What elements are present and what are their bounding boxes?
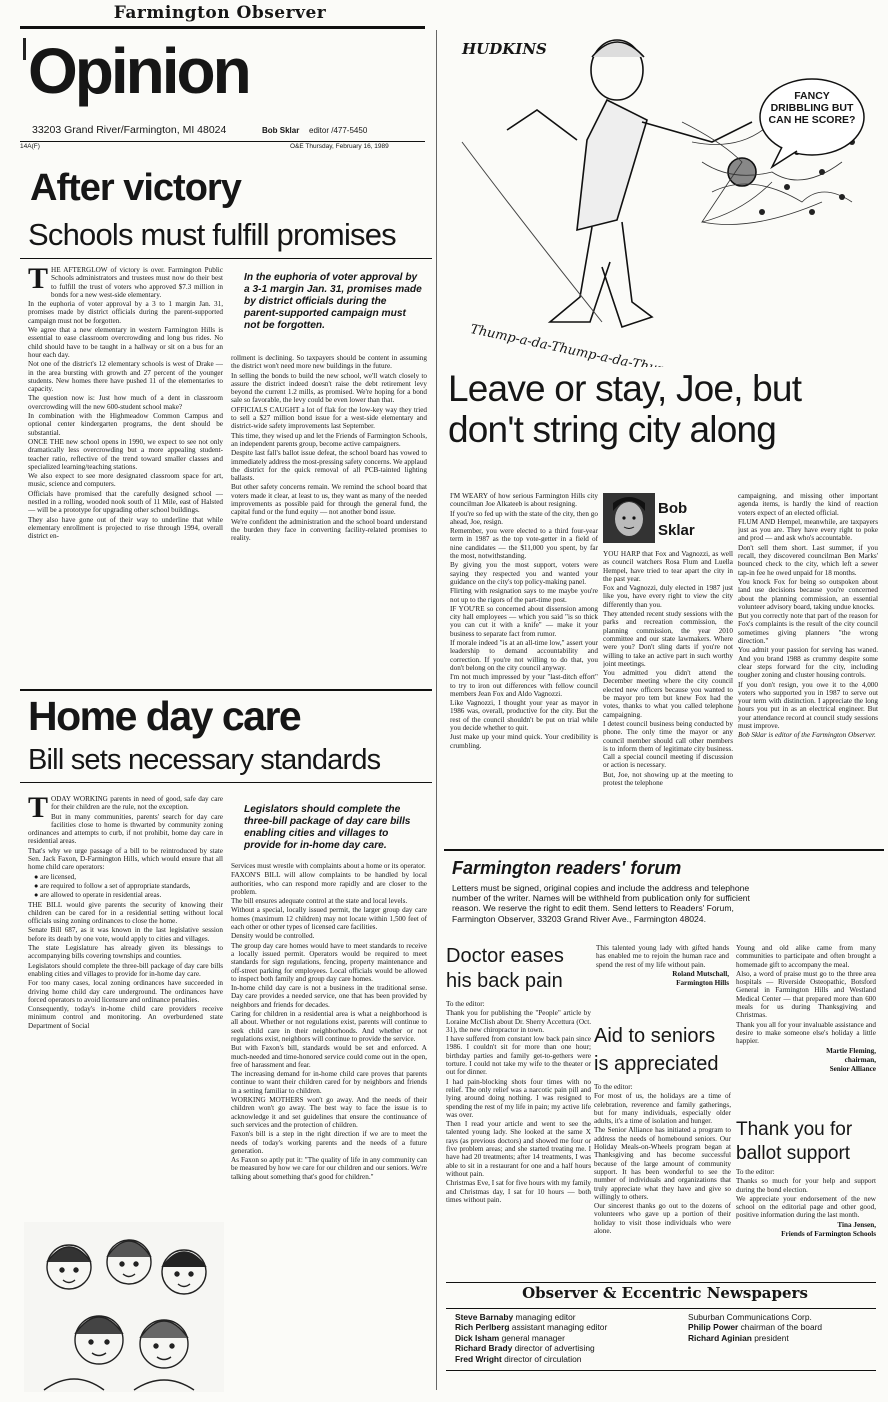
nameplate: Farmington Observer (113, 3, 327, 23)
letter3-body (736, 1168, 876, 1268)
staff-row: Philip Power chairman of the board (688, 1322, 823, 1333)
letter2-headline: Aid to seniors is appreciated (594, 1025, 719, 1075)
editorial2-rule-top (20, 689, 432, 691)
salutation: To the editor: (594, 1083, 633, 1091)
paragraph: I detest council business being conducted by phone. The only time the mayor or any council member should call other members is to inform them of legitimate city business. Call a special council meeting if discussion or action is necessary. (603, 719, 733, 770)
masthead-rule-bottom (20, 141, 425, 142)
paragraph: You admit your passion for serving has waned. And you brand 1988 as crummy despite some clear steps forward for the city, including tougher zoning and cluster housing controls. (738, 646, 878, 680)
paragraph: Also, a word of praise must go to the three area hospitals — Riverside Osteopathic, Botsford General in Farmington Hills and Westland Medical Center — that prepared more than 600 meals for us during Thanksgiving and Christmas. (736, 969, 876, 1020)
staff-row: Richard Brady director of advertising (455, 1343, 595, 1354)
dropcap-para: THE AFTERGLOW of victory is over. Farmington Public Schools administrators and trustees must now do their best to fulfill the trust of voters who approved $7.3 million in bonds for a new west-side elementary. (28, 266, 223, 299)
letter3-signer-org: Friends of Farmington Schools (781, 1230, 876, 1239)
folio: O&E Thursday, February 16, 1989 (290, 143, 389, 150)
paragraph: Consequently, today's in-home child care providers receive minimum control and monitoring. An overburdened state Department of Social (28, 1005, 223, 1030)
paragraph: Remember, you were elected to a third four-year term in 1987 as the top vote-getter in a field of nine candidates — the $11,000 you spent, by far the most, notwithstanding. (450, 527, 598, 561)
masthead-editor-role: editor /477-5450 (309, 126, 368, 135)
editorial1-headline: After victory (30, 167, 241, 209)
paragraph: If morale indeed "is at an all-time low," assert your leadership to demand accountability and correction. If you're not willing to do that, you don't belong on the city council anyway. (450, 639, 598, 672)
paragraph: The state Legislature has already given its blessings to accompanying bills covering townships and counties. (28, 944, 223, 961)
letter2-body (594, 1083, 731, 1263)
paragraph: The Senior Alliance has initiated a program to address the needs of homebound seniors. Our Holiday Meals-on-Wheels program began at Thanksgiving and has become successful because of the large amount of community support. It has been wonderful to see the number of individuals and organizations that truly appreciate what they have and give so willingly to others. (594, 1126, 731, 1201)
paragraph: The question now is: Just how much of a dent in classroom overcrowding will the new 600-student school make? (28, 394, 223, 411)
paragraph: Density would be controlled. (231, 932, 315, 941)
column-headline: Leave or stay, Joe, but don't string city along (448, 368, 802, 450)
paragraph: Caring for children in a residential area is what a neighborhood is all about. Whether or not regulations exist, parents will continue to seek child care in their neighborhoods. And whether or not regulations exist, neighbors will continue to provide the service. (231, 1010, 427, 1043)
section-marker (23, 38, 31, 60)
paragraph: Our sincerest thanks go out to the dozens of volunteers who gave up a portion of their holiday to visit those individuals who were alone. (594, 1202, 731, 1236)
paragraph: But in many communities, parents' search for day care facilities close to home is thwarted by community zoning ordinances and attempts to curb, if not prohibit, home day care in residential areas. (28, 812, 223, 846)
paragraph: OFFICIALS CAUGHT a lot of flak for the low-key way they tried to sell a $27 million bond issue for a west-side elementary and district-wide safety improvements last September. (231, 405, 427, 431)
paragraph: Services must wrestle with complaints about a home or its operator. (231, 862, 426, 870)
dropcap: T (28, 266, 49, 295)
paragraph: We're confident the administration and the school board understand the burden they face in converting facility-related promises to reality. (231, 517, 427, 543)
editorial2-headline: Home day care (28, 693, 301, 739)
paragraph: Flirting with resignation says to me maybe you're not up to the rigors of the part-time post. (450, 587, 598, 604)
paragraph: In combination with the Highmeadow Common Campus and optional center kindergarten programs, the dent should be substantial. (28, 412, 223, 437)
paragraph: Like Vagnozzi, I thought your year as mayor in 1986 was, overall, productive for the city. But the rest of the council shouldn't be put on trial while you decide whether to quit. (450, 699, 598, 733)
masthead-editor: Bob Sklar (262, 126, 300, 135)
paragraph: In-home child day care is not a business in the traditional sense. Day care provides a needed service, one that has been provided by neighbors and friends for decades. (231, 984, 427, 1009)
staff-nameplate: Observer & Eccentric Newspapers (522, 1284, 808, 1302)
editorial1-col1 (28, 266, 223, 684)
salutation: To the editor: (736, 1168, 775, 1176)
paragraph: The increasing demand for in-home child care proves that parents continue to want their children cared for by neighbors and friends in a setting familiar to children. (231, 1070, 427, 1095)
page-number: 14A(F) (20, 143, 40, 150)
editorial2-subhead: Bill sets necessary standards (28, 744, 381, 776)
letter2-signer-title: chairman, (844, 1055, 876, 1064)
columnist-photo (603, 493, 655, 543)
staff-row: Rich Perlberg assistant managing editor (455, 1322, 608, 1333)
paragraph: In the euphoria of voter approval by a 3 to 1 margin Jan. 31, promises made by district officials during the parent-supported campaign must not be forgotten. (28, 300, 223, 325)
paragraph: We also expect to see more designated classroom space for art, music, science and computers. (28, 472, 223, 489)
paragraph: Officials have promised that the carefully designed school — nestled in a rolling, wooded nook south of 11 Mile, east of Halsted — will be a prototype for upgrading other school buildings. (28, 489, 223, 515)
editorial-cartoon (442, 22, 882, 367)
cartoonist-signature: HUDKINS (462, 40, 547, 58)
paragraph: If you don't resign, you owe it to the 4,000 voters who supported you in 1987 to serve out your term with distinction. I appreciate the long hours you put in as an electrical engineer. But your attendance record at council study sessions must improve. (738, 680, 878, 731)
editorial2-rule (20, 782, 432, 783)
paragraph: campaigning, and missing other important agenda items, is hardly the kind of reaction voters expect of an elected official. (738, 492, 878, 517)
letter2-signer-org: Senior Alliance (829, 1065, 876, 1074)
columnist-last-name: Sklar (658, 522, 695, 539)
paragraph: FAXON'S BILL will allow complaints to be handled by local authorities, who can respond more rapidly and are closer to the problem. (231, 871, 427, 896)
editorial2-col1 (28, 795, 223, 1215)
masthead-address: 33203 Grand River/Farmington, MI 48024 (32, 124, 227, 136)
paragraph: If you're so fed up with the state of the city, then go ahead, Joe, resign. (450, 509, 598, 526)
staff-row: Fred Wright director of circulation (455, 1353, 582, 1364)
paragraph: The group day care homes would have to meet standards to receive a locally issued permit. Operators would be required to meet standards for sign regulations, fencing, property maintenance and off-street parking for employees. Local officials would be allowed to inspect both family and group day care homes. (231, 941, 427, 983)
paragraph: IF YOU'RE so concerned about dissension among city hall employees — which you said "is so thick you can cut it with a knife" — make it your business to separate fact from rumor. (450, 604, 598, 638)
dropcap-para: TODAY WORKING parents in need of good, safe day care for their children are the rule, not the exception. (28, 795, 223, 824)
forum-rule-top (444, 849, 884, 851)
editorial1-subhead: Schools must fulfill promises (28, 217, 396, 252)
paragraph: Young and old alike came from many communities to participate and often brought a homemade gift to accompany the meal. (736, 944, 876, 969)
column-col3 (738, 492, 878, 842)
paragraph: But with Faxon's bill, standards would be set and enforced. A much-needed and time-honored service could come out in the open, free of harassment and fear. (231, 1044, 427, 1069)
bullet-item: ● are required to follow a set of appropriate standards, (34, 881, 191, 890)
paragraph: Just make up your mind quick. Your credibility is crumbling. (450, 733, 598, 750)
salutation: To the editor: (446, 1000, 485, 1008)
paragraph: For most of us, the holidays are a time of celebration, reverence and family gatherings, but for many individuals, especially older adults, it's a time of isolation and hunger. (594, 1092, 731, 1126)
staff-rule-bottom (446, 1370, 876, 1371)
forum-title: Farmington readers' forum (452, 858, 682, 878)
column-col2 (603, 550, 733, 842)
paragraph: Don't sell them short. Last summer, if you recall, they discovered councilman Ben Marks' bounced check to the city, which left a sewer tap-in fee he owed unpaid for 18 months. (738, 543, 878, 577)
paragraph: As Faxon so aptly put it: "The quality of life in any community can be measured by how we care for our children and our seniors. We're talking about something that's good for children." (231, 1156, 427, 1181)
editorial1-rule (20, 258, 432, 259)
paragraph: The bill ensures adequate control at the state and local levels. (231, 897, 408, 906)
paragraph: But, Joe, not showing up at the meeting to protest the telephone (603, 770, 733, 788)
paragraph: This talented young lady with gifted hands has enabled me to rejoin the human race and spend the rest of my life without pain. (596, 944, 729, 969)
paragraph: ONCE THE new school opens in 1990, we expect to see not only dramatically less overcrowding but a more appealing student-teacher ratio, reflective of the trend toward smaller classes and specialized learning/teaching stations. (28, 437, 223, 471)
letter1-signer: Roland Mutschall, (672, 969, 729, 978)
paragraph: Thank you all for your invaluable assistance and desire to make someone else's holiday a little happier. (736, 1020, 876, 1046)
page-column-divider (436, 30, 437, 1390)
paragraph: Faxon's bill is a step in the right direction if we are to meet the needs of today's working parents and the needs of a future generation. (231, 1130, 427, 1155)
paragraph: But you correctly note that part of the reason for Fox's complaints is the result of the city council sometimes giving planners "the wrong direction." (738, 612, 878, 646)
paragraph: I'm not much impressed by your "last-ditch effort" to try to iron out differences with fellow council members Jean Fox and Aldo Vagnozzi. (450, 673, 598, 698)
children-photo-illustration (24, 1222, 224, 1392)
staff-row: Steve Barnaby managing editor (455, 1312, 576, 1322)
paragraph: I'M WEARY of how serious Farmington Hills city councilman Joe Alkateeb is about resigning. (450, 492, 598, 509)
column-col1 (450, 492, 598, 842)
paragraph: For too many cases, local zoning ordinances have succeeded in driving home child day care underground. The ordinances have forced operators to avoid licensure and ordinance penalties. (28, 979, 223, 1004)
paragraph: Senate Bill 687, as it was known in the last legislative session before its death by one vote, would apply to cities and villages. (28, 926, 223, 943)
paragraph: We appreciate your endorsement of the new school on the editorial page and other good, positive information during the last month. (736, 1194, 876, 1220)
staff-rule-top (446, 1282, 876, 1283)
letter1-continued (596, 944, 729, 1006)
paragraph: Legislators should complete the three-bill package of day care bills enabling cities and villages to provide for in-home day care. (28, 961, 223, 978)
paragraph: They attended recent study sessions with the parks and recreation commission, the planning commission, the year 2010 committee and our state lawmakers. Where were you? Don't sling darts if you're not willing to take an active part in such worthy joint meetings. (603, 610, 733, 668)
editorial2-pull-quote: Legislators should complete the three-bill package of day care bills enabling cities and villages to provide for in-home day care. (244, 804, 411, 851)
columnist-first-name: Bob (658, 500, 688, 517)
letter1-signer-city: Farmington Hills (676, 979, 729, 988)
letter1-body (446, 1000, 591, 1262)
bullet-item: ● are licensed, (34, 872, 77, 881)
paragraph: rollment is declining. So taxpayers should be content in assuming the district won't need more new buildings in the future. (231, 354, 427, 371)
paragraph: I have suffered from constant low back pain since 1986. I couldn't sit for more than one hour; birthday parties and family get-to-gethers were torture. I could not take my wife to the theater or out for dinner. (446, 1035, 591, 1077)
paragraph: Not one of the district's 12 elementary schools is west of Drake — in the area bursting with growth and 27 percent of the younger students. New homes there have pushed 11 of the elementaries to capacity. (28, 360, 223, 394)
paragraph: Thanks so much for your help and support during the bond election. (736, 1177, 876, 1194)
editorial1-col2 (231, 354, 427, 684)
paragraph: WORKING MOTHERS won't go away. And the needs of their children won't go away. The best way to face the issue is to acknowledge it and set guidelines that ensure the continuance of such services and the protection of children. (231, 1096, 427, 1129)
cartoon-speech-bubble: FANCY DRIBBLING BUT CAN HE SCORE? (768, 90, 856, 126)
staff-row: Richard Aginian president (688, 1332, 789, 1343)
paragraph: You admitted you didn't attend the December meeting where the city council elected new officers because you wanted to be mayor pro tem but knew Fox had the votes, thanks to what you called telephone campaigning. (603, 669, 733, 719)
staff-row: Dick Isham general manager (455, 1332, 565, 1343)
paragraph: Christmas Eve, I sat for five hours with my family and Christmas day, I sat for 10 hours — both times without pain. (446, 1179, 591, 1204)
children-photo (24, 1222, 224, 1392)
paragraph: We agree that a new elementary in western Farmington Hills is essential to ease classroom overcrowding and long bus rides. No child should have to be taught in a hallway or sit on a bus for an hour each day. (28, 326, 223, 359)
paragraph: By giving you the most support, voters were saying they respected you and wanted your guidance on the city's top policy-making panel. (450, 561, 598, 586)
paragraph: But other safety concerns remain. We remind the school board that voters made it clear, at least to us, they want as many of the needed improvements as possible paid for through the general fund, the capital fund or the fund equity — not another bond issue. (231, 483, 427, 517)
paragraph: YOU HARP that Fox and Vagnozzi, as well as council watchers Rosa Flum and Luella Hempel, have tried to tear apart the city in the past year. (603, 550, 733, 583)
bullet-item: ● are allowed to operate in residential areas. (34, 891, 162, 900)
letter1-headline: Doctor eases his back pain (446, 945, 564, 992)
paragraph: They also have gone out of their way to underline that while elementary enrollment is projected to rise through 1994, overall district en- (28, 515, 223, 541)
staff-list-right (688, 1312, 878, 1343)
letter3-headline: Thank you for ballot support (736, 1119, 853, 1164)
paragraph: You knock Fox for being so outspoken about land use decisions because you're concerned about the planning commission, an essential volunteer advisory board, taking undue knocks. (738, 577, 878, 611)
letter3-signer: Tina Jensen, (837, 1220, 876, 1229)
paragraph: Without a special, locally issued permit, the larger group day care homes (maximum 12 children) may not locate within 1,500 feet of each other or other types of licensed care facilities. (231, 906, 427, 932)
paragraph: THE BILL would give parents the security of knowing their children can be cared for in a residential setting without local officials using zoning ordinances to close the home. (28, 900, 223, 926)
staff-list-left (455, 1312, 685, 1364)
paragraph: Despite last fall's ballot issue defeat, the school board has vowed to immediately address the most-pressing safety concerns. We applaud the district for the quick removal of all PCB-tainted lighting ballasts. (231, 449, 427, 483)
paragraph: I had pain-blocking shots four times with no relief. The only relief was a narcotic pain pill and lying around doing nothing. I was resigned to spending the rest of my life in pain; my active life was over. (446, 1077, 591, 1119)
paragraph: This time, they wised up and let the Friends of Farmington Schools, an independent parents group, become active campaigners. (231, 431, 427, 448)
paragraph: Thank you for publishing the "People" article by Loraine McClish about Dr. Sherry Accettura (Oct. 31), the new chiropractor in town. (446, 1009, 591, 1034)
staff-corp: Suburban Communications Corp. (688, 1312, 812, 1322)
forum-intro: Letters must be signed, original copies and include the address and telephone number of the writer. Names will be withheld from publication only for sufficient reason. We reserve the right to edit them. Send letters to Readers' Forum, Farmington Observer, 33203 Grand River Ave., Farmington 48024. (452, 883, 750, 924)
editorial2-col2 (231, 862, 427, 1392)
paragraph: Fox and Vagnozzi, duly elected in 1987 just like you, have every right to view the city differently than you. (603, 584, 733, 609)
letter2-continued (736, 944, 876, 1124)
paragraph: Bob Sklar is editor of the Farmington Observer. (738, 731, 876, 740)
letter2-signer: Martie Fleming, (826, 1046, 876, 1055)
editorial1-pull-quote: In the euphoria of voter approval by a 3-1 margin Jan. 31, promises made by district officials during the parent-supported campaign must not be forgotten. (244, 272, 422, 331)
basketball-player-drawing (442, 22, 882, 367)
masthead-rule-top (20, 26, 425, 29)
section-title: Opinion (28, 35, 249, 107)
columnist-photo-image (603, 493, 655, 543)
paragraph: That's why we urge passage of a bill to be reintroduced by state Sen. Jack Faxon, D-Farmington Hills, which would ensure that all home child care operators: (28, 846, 223, 872)
staff-rule-mid (446, 1308, 876, 1309)
paragraph: In selling the bonds to build the new school, we'll watch closely to assure the district indeed doesn't raise the debt retirement levy beyond the current 1.2 mills, as promised. We're hoping for a bond sale so favorable, the levy could be even lower than that. (231, 371, 427, 405)
paragraph: Then I read your article and went to see the talented young lady. She looked at the same X rays (as previous doctors) and showed me four or five problem areas; and she started treating me. I have had 20 treatments; after 14 treatments, I was able to sit in a restaurant for one and a half hours without pain. (446, 1120, 591, 1178)
dropcap: T (28, 795, 49, 824)
paragraph: FLUM AND Hempel, meanwhile, are taxpayers just as you are. They have every right to poke and prod — and ask who's accountable. (738, 517, 878, 543)
